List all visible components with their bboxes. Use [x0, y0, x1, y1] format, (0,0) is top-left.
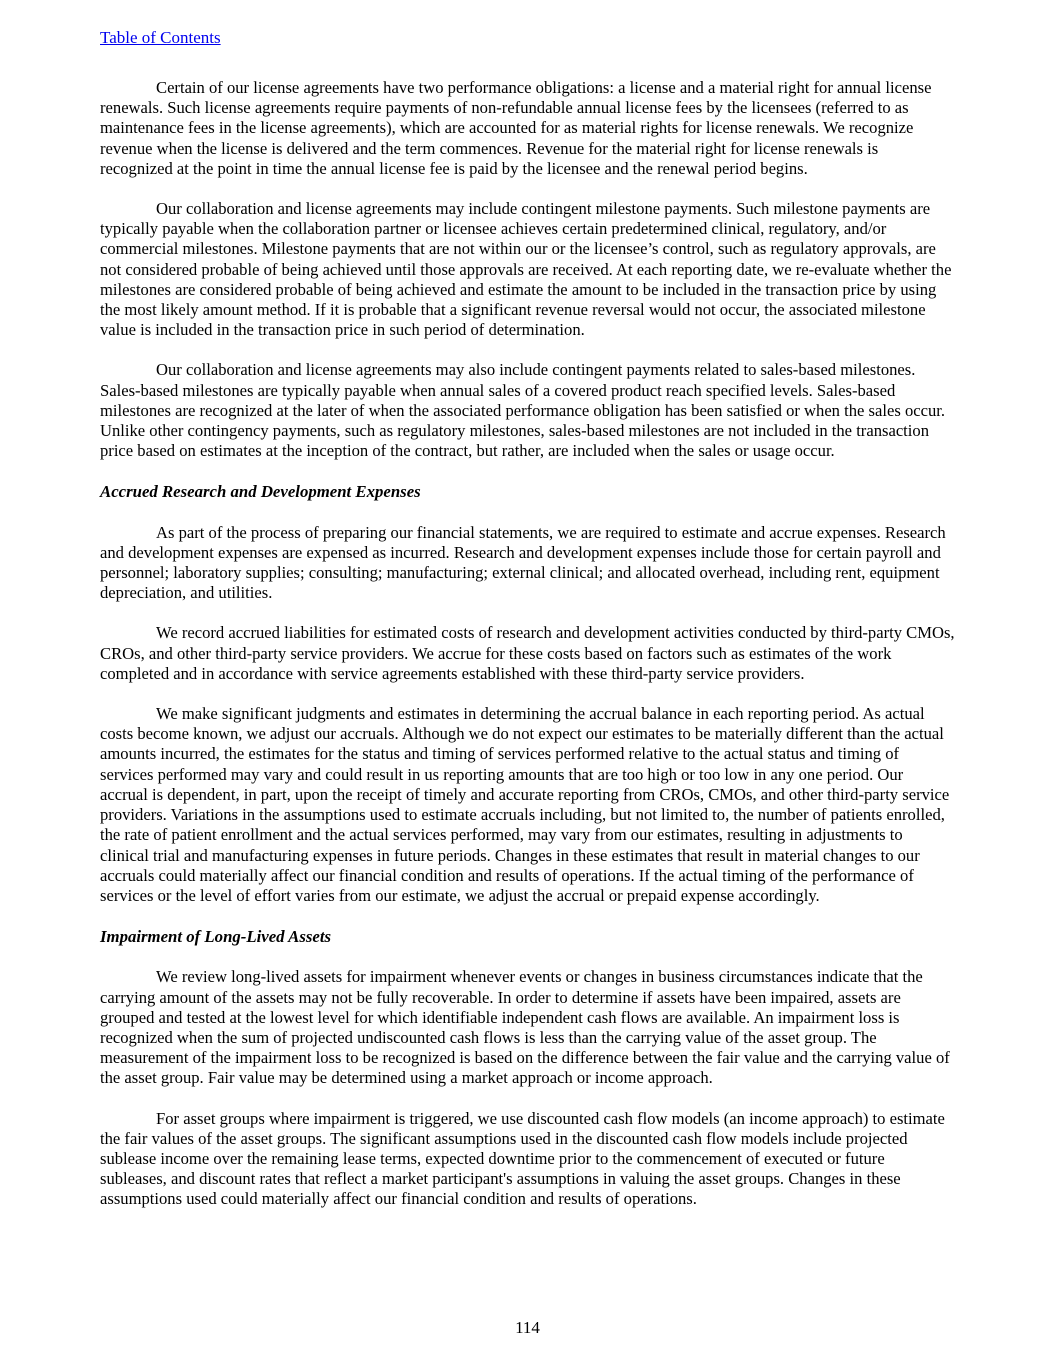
- table-of-contents-link[interactable]: Table of Contents: [100, 28, 221, 47]
- paragraph-accrued-liabilities-third-party: We record accrued liabilities for estimated costs of research and development activities conducted by third-party CMOs, CROs, and other third-party service providers. We accrue for these costs based on factors such as estimates of the work completed and in accordance with service agreements established with these third-party service providers.: [100, 623, 955, 683]
- paragraph-review-long-lived-assets: We review long-lived assets for impairment whenever events or changes in business circumstances indicate that the carrying amount of the assets may not be fully recoverable. In order to determine if assets have been impaired, assets are grouped and tested at the lowest level for which identifiable independent cash flows are available. An impairment loss is recognized when the sum of projected undiscounted cash flows is less than the carrying value of the asset group. The measurement of the impairment loss to be recognized is based on the difference between the fair value and the carrying value of the asset group. Fair value may be determined using a market approach or income approach.: [100, 967, 950, 1088]
- paragraph-significant-judgments-estimates: We make significant judgments and estimates in determining the accrual balance in each reporting period. As actual costs become known, we adjust our accruals. Although we do not expect our estimates to be materially different than the actual amounts incurred, the estimates for the status and timing of services performed relative to the actual status and timing of services performed may vary and could result in us reporting amounts that are too high or too low in any one period. Our accrual is dependent, in part, upon the receipt of timely and accurate reporting from CROs, CMOs, and other third-party service providers. Variations in the assumptions used to estimate accruals including, but not limited to, the number of patients enrolled, the rate of patient enrollment and the actual services performed, may vary from our estimates, resulting in adjustments to clinical trial and manufacturing expenses in future periods. Changes in these estimates that result in material changes to our accruals could materially affect our financial condition and results of operations. If the actual timing of the performance of services or the level of effort varies from our estimate, we adjust the accrual or prepaid expense accordingly.: [100, 704, 950, 905]
- heading-impairment-long-lived-assets: Impairment of Long-Lived Assets: [100, 927, 332, 947]
- paragraph-estimate-accrue-expenses: As part of the process of preparing our financial statements, we are required to estimate and accrue expenses. Research and development expenses are expensed as incurred. Research and development expenses include those for certain payroll and personnel; laboratory supplies; consulting; manufacturing; external clinical; and allocated overhead, including rent, equipment depreciation, and utilities.: [100, 522, 946, 603]
- page-number: 114: [515, 1318, 540, 1337]
- paragraph-discounted-cash-flow-models: For asset groups where impairment is triggered, we use discounted cash flow models (an income approach) to estimate the fair values of the asset groups. The significant assumptions used in the discounted cash flow models include projected sublease income over the remaining lease terms, expected downtime prior to the commencement of executed or future subleases, and discount rates that reflect a market participant's assumptions in valuing the asset groups. Changes in these assumptions used could materially affect our financial condition and results of operations.: [100, 1108, 945, 1209]
- paragraph-license-performance-obligations: Certain of our license agreements have two performance obligations: a license and a material right for annual license renewals. Such license agreements require payments of non-refundable annual license fees by the licensees (referred to as maintenance fees in the license agreements), which are accounted for as material rights for license renewals. We recognize revenue when the license is delivered and the term commences. Revenue for the material right for license renewals is recognized at the point in time the annual license fee is paid by the licensee and the renewal period begins.: [100, 78, 932, 178]
- heading-accrued-research-development-expenses: Accrued Research and Development Expenses: [100, 482, 421, 502]
- paragraph-contingent-milestone-payments: Our collaboration and license agreements may include contingent milestone payments. Such milestone payments are typically payable when the collaboration partner or licensee achieves certain predetermined clinical, regulatory, and/or commercial milestones. Milestone payments that are not within our or the licensee’s control, such as regulatory approvals, are not considered probable of being achieved until those approvals are received. At each reporting date, we re-evaluate whether the milestones are considered probable of being achieved and estimate the amount to be included in the transaction price by using the most likely amount method. If it is probable that a significant revenue reversal would not occur, the associated milestone value is included in the transaction price in such period of determination.: [100, 199, 952, 340]
- paragraph-sales-based-milestones: Our collaboration and license agreements may also include contingent payments related to sales-based milestones. Sales-based milestones are typically payable when annual sales of a covered product reach specified levels. Sales-based milestones are recognized at the later of when the associated performance obligation has been satisfied or when the sales occur. Unlike other contingency payments, such as regulatory milestones, sales-based milestones are not included in the transaction price based on estimates at the inception of the contract, but rather, are included when the sales or usage occur.: [100, 360, 946, 461]
